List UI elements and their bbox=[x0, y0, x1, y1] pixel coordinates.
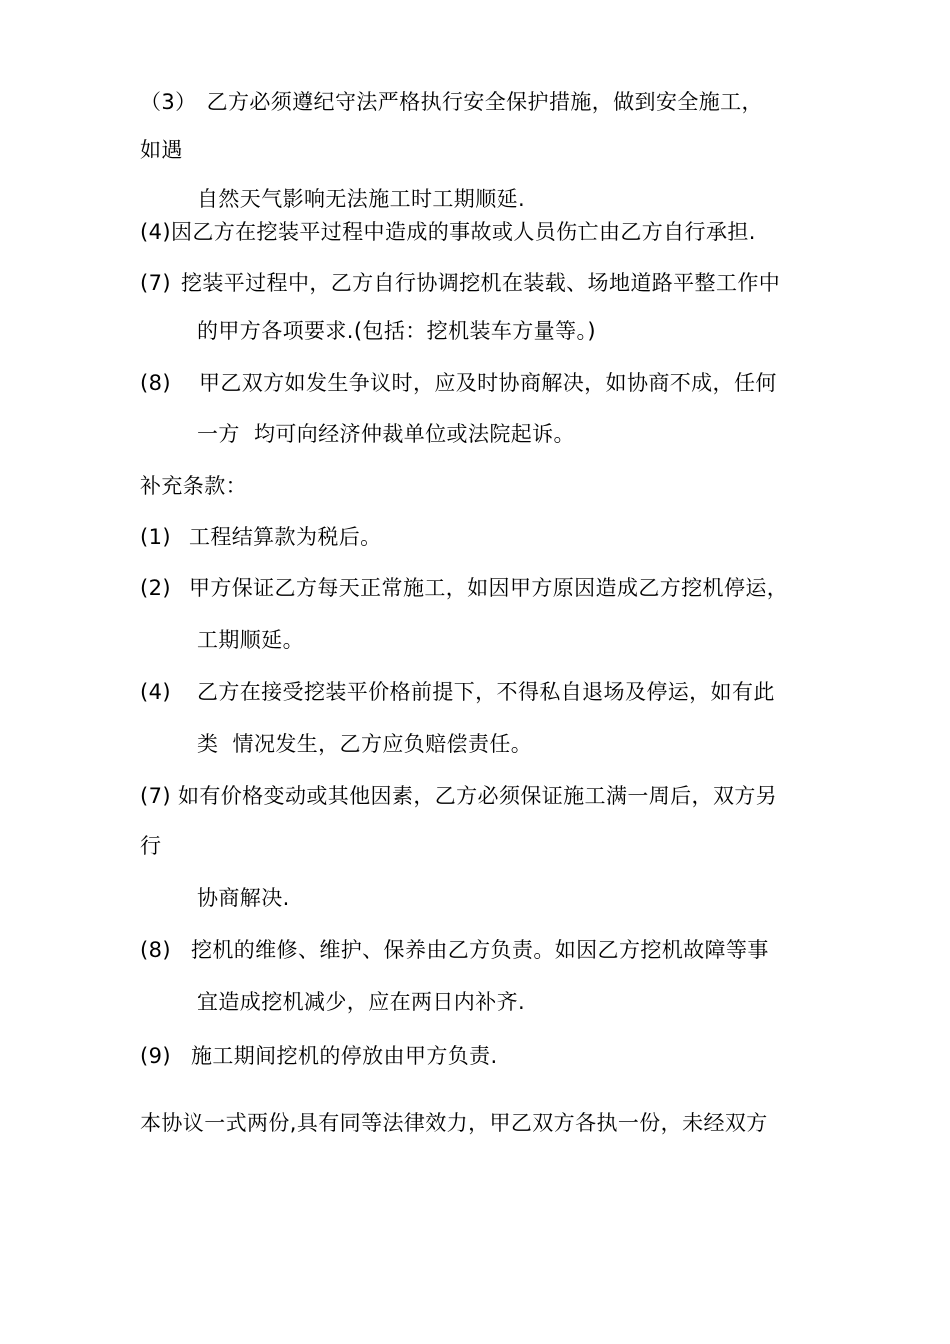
item-text: 如有价格变动或其他因素，乙方必须保证施工满一周后，双方另 bbox=[177, 784, 778, 808]
supplement-item-9 bbox=[140, 1042, 498, 1070]
clause-3-continuation: 如遇 bbox=[140, 138, 183, 162]
clause-number: (8) bbox=[140, 371, 171, 395]
clause-4: (4)因乙方在挖装平过程中造成的事故或人员伤亡由乙方自行承担. bbox=[140, 220, 756, 244]
item-text: 乙方在接受挖装平价格前提下，不得私自退场及停运，如有此 bbox=[196, 680, 775, 704]
supplement-item-1 bbox=[140, 523, 382, 551]
clause-3 bbox=[140, 88, 763, 116]
supplement-item-2-continuation: 工期顺延。 bbox=[197, 628, 304, 652]
item-number: (2) bbox=[140, 576, 171, 600]
clause-number: (7) bbox=[140, 271, 171, 295]
supplement-item-7 bbox=[140, 782, 777, 810]
item-text: 施工期间挖机的停放由甲方负责. bbox=[190, 1044, 498, 1068]
clause-text: 乙方必须遵纪守法严格执行安全保护措施，做到安全施工， bbox=[206, 90, 763, 114]
supplement-item-4-continuation: 类 情况发生，乙方应负赔偿责任。 bbox=[197, 732, 533, 756]
item-number: (8) bbox=[140, 938, 171, 962]
item-number: (4) bbox=[140, 680, 171, 704]
clause-3-continuation: 自然天气影响无法施工时工期顺延. bbox=[197, 187, 526, 211]
clause-text: 挖装平过程中，乙方自行协调挖机在装载、场地道路平整工作中 bbox=[180, 271, 781, 295]
clause-7-continuation: 的甲方各项要求.(包括：挖机装车方量等。) bbox=[197, 319, 596, 343]
clause-8 bbox=[140, 369, 777, 397]
item-text: 挖机的维修、维护、保养由乙方负责。如因乙方挖机故障等事 bbox=[190, 938, 769, 962]
supplement-item-8-continuation: 宜造成挖机减少，应在两日内补齐. bbox=[197, 990, 526, 1014]
clause-7 bbox=[140, 269, 780, 297]
supplement-item-7-continuation: 行 bbox=[140, 834, 162, 858]
clause-8-continuation: 一方 均可向经济仲裁单位或法院起诉。 bbox=[197, 422, 575, 446]
item-number: (1) bbox=[140, 525, 171, 549]
item-number: (9) bbox=[140, 1044, 171, 1068]
item-text: 甲方保证乙方每天正常施工，如因甲方原因造成乙方挖机停运， bbox=[188, 576, 789, 600]
supplement-item-2 bbox=[140, 574, 788, 602]
item-text: 工程结算款为税后。 bbox=[188, 525, 382, 549]
supplement-item-7-continuation: 协商解决. bbox=[197, 886, 290, 910]
clause-number: （3） bbox=[140, 90, 197, 114]
closing-paragraph: 本协议一式两份,具有同等法律效力，甲乙双方各执一份，未经双方 bbox=[140, 1111, 768, 1135]
supplement-heading: 补充条款： bbox=[140, 474, 247, 498]
supplement-item-4 bbox=[140, 678, 775, 706]
clause-text: 甲乙双方如发生争议时，应及时协商解决，如协商不成，任何 bbox=[198, 371, 777, 395]
item-number: (7) bbox=[140, 784, 171, 808]
supplement-item-8 bbox=[140, 936, 769, 964]
